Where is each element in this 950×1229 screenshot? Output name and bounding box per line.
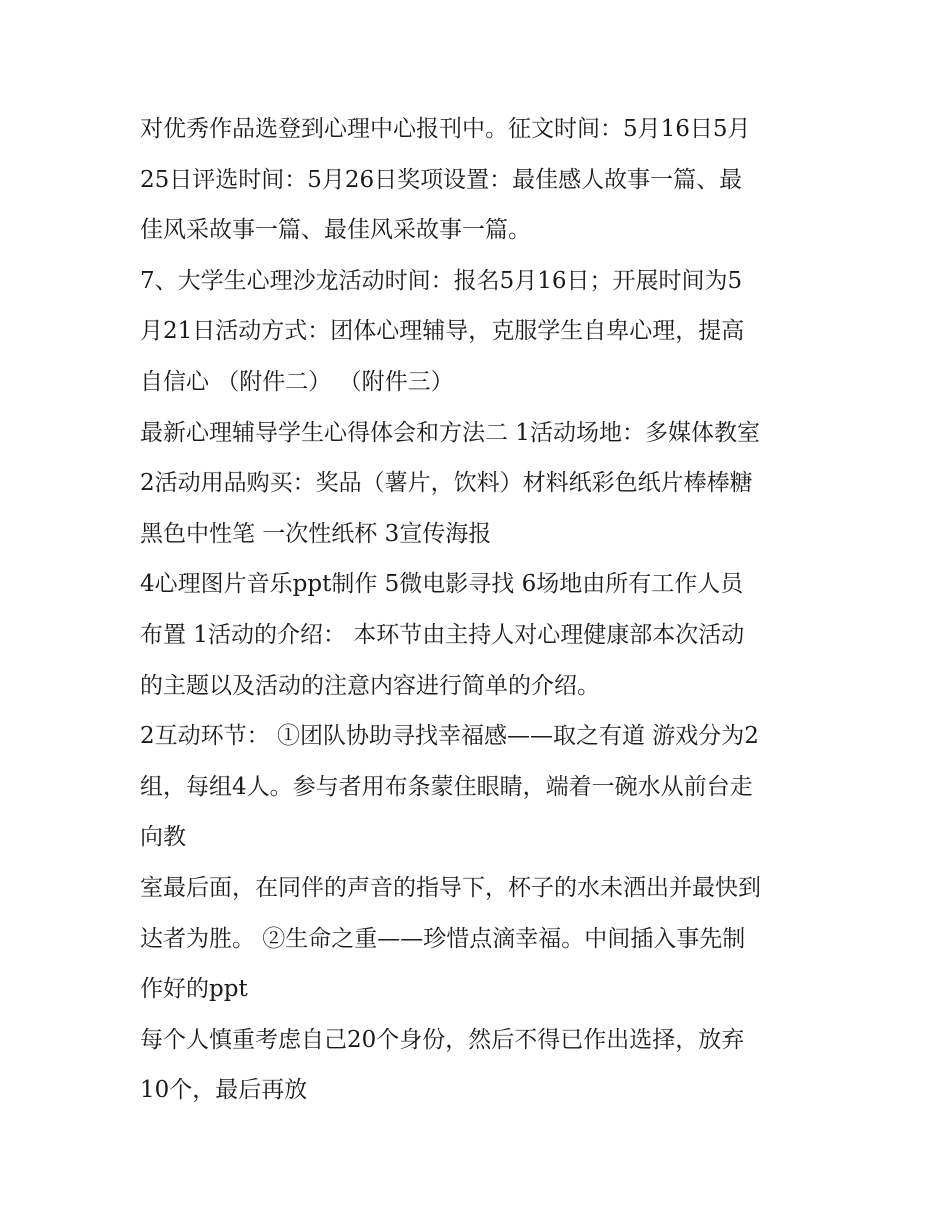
text-line: 的主题以及活动的注意内容进行简单的介绍。: [140, 672, 600, 699]
text-line: 室最后面，在同伴的声音的指导下，杯子的水未洒出并最快到: [140, 874, 761, 901]
text-line: 向教: [140, 824, 186, 851]
text-line: 每个人慎重考虑自己20个身份，然后不得已作出选择，放弃: [140, 1026, 745, 1053]
text-line: 7、大学生心理沙龙活动时间：报名5月16日；开展时间为5: [140, 267, 743, 294]
text-line: 2活动用品购买：奖品（薯片，饮料）材料纸彩色纸片棒棒糖: [140, 470, 753, 497]
text-line: 月21日活动方式：团体心理辅导，克服学生自卑心理，提高: [140, 318, 745, 345]
text-line: 10个，最后再放: [140, 1077, 308, 1104]
text-line: 对优秀作品选登到心理中心报刊中。征文时间：5月16日5月: [140, 116, 751, 142]
text-line: 2互动环节： ①团队协助寻找幸福感——取之有道 游戏分为2: [140, 723, 759, 750]
text-line: 黑色中性笔 一次性纸杯 3宣传海报: [140, 520, 492, 547]
text-line: 达者为胜。 ②生命之重——珍惜点滴幸福。中间插入事先制: [140, 925, 746, 952]
text-line: 最新心理辅导学生心得体会和方法二 1活动场地：多媒体教室: [140, 419, 760, 446]
text-line: 自信心 （附件二） （附件三）: [140, 368, 454, 395]
text-line: 布置 1活动的介绍： 本环节由主持人对心理健康部本次活动: [140, 621, 745, 648]
text-line: 25日评选时间：5月26日奖项设置：最佳感人故事一篇、最: [140, 166, 743, 193]
text-line: 作好的ppt: [140, 976, 248, 1003]
text-line: 组，每组4人。参与者用布条蒙住眼睛，端着一碗水从前台走: [140, 773, 753, 800]
text-line: 4心理图片音乐ppt制作 5微电影寻找 6场地由所有工作人员: [140, 571, 744, 598]
body-text: [140, 104, 830, 1116]
text-line: 佳风采故事一篇、最佳风采故事一篇。: [140, 217, 531, 244]
